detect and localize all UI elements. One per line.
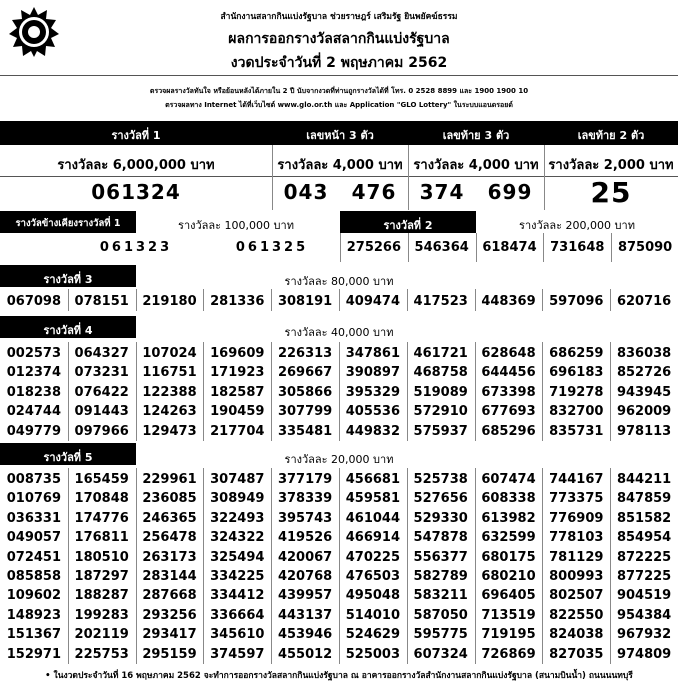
fifth-prize-number: 802507 [549,588,604,604]
fifth-prize-number: 587050 [413,607,468,623]
fifth-prize-number: 954384 [616,607,672,623]
fourth-prize-number: 468758 [413,365,468,381]
third-prize-number: 308191 [277,294,333,309]
first-prize-label: รางวัลที่ 1 [111,129,161,142]
fourth-prize-number: 107024 [142,346,197,361]
third-prize-number: 067098 [6,294,62,309]
near-first-number: 061325 [235,240,309,255]
fourth-prize-number: 628648 [481,346,536,361]
fourth-prize-number: 461721 [413,346,468,361]
third-prize-number: 417523 [413,294,468,309]
fourth-prize-number: 673398 [481,384,536,400]
second-prize-label: รางวัลที่ 2 [383,219,433,232]
fifth-prize-number: 148923 [6,607,62,623]
fifth-prize-number: 974809 [616,646,672,662]
front3-number: 476 [351,180,397,204]
fifth-prize-number: 680175 [481,549,536,565]
fifth-prize-number: 049057 [6,530,62,546]
fourth-prize-number: 169609 [210,346,265,361]
fourth-prize-number: 677693 [481,404,536,420]
back3-number: 699 [487,180,533,204]
fourth-prize-number: 073231 [74,365,129,381]
third-prize-number: 281336 [210,294,265,309]
fourth-prize-number: 129473 [142,423,197,439]
divider [272,145,273,210]
fourth-prize-number: 836038 [616,346,672,361]
fifth-prize-number: 824038 [549,627,604,643]
back2-number: 25 [590,176,632,209]
fourth-prize-number: 307799 [277,404,333,420]
fourth-prize-number: 449832 [345,423,401,439]
fifth-prize-number: 295159 [142,646,197,662]
fourth-prize-number: 696183 [549,365,604,381]
fifth-prize-number: 008735 [6,472,62,487]
fifth-prize-number: 470225 [345,549,401,565]
third-prize-number: 409474 [345,294,401,309]
divider [407,468,408,664]
fifth-prize-number: 174776 [74,510,129,526]
divider [339,468,340,664]
fifth-prize-number: 776909 [549,510,604,526]
fourth-prize-number: 978113 [616,423,672,439]
fifth-prize-number: 165459 [74,472,129,487]
back2-amount: รางวัลละ 2,000 บาท [548,158,674,173]
fifth-prize-number: 877225 [616,569,672,584]
fifth-prize-number: 713519 [481,607,536,623]
fifth-prize-number: 872225 [616,549,672,565]
fifth-prize-number: 151367 [6,627,62,643]
fifth-prize-number: 287668 [142,588,197,604]
fifth-prize-number: 827035 [549,646,604,662]
fifth-prize-number: 781129 [549,549,604,565]
divider [408,145,409,210]
fourth-prize-number: 852726 [616,365,672,381]
first-prize-amount: รางวัลละ 6,000,000 บาท [57,158,215,173]
fourth-prize-number: 076422 [74,384,129,400]
divider [475,342,476,441]
fifth-prize-number: 459581 [345,491,401,507]
top-prizes-header [0,121,678,145]
fourth-prize-number: 049779 [6,423,62,439]
fifth-prize-number: 904519 [616,588,672,604]
fourth-prize-number: 226313 [277,346,333,361]
fourth-prize-number: 962009 [616,404,672,420]
front3-label: เลขหน้า 3 ตัว [306,129,374,142]
divider [407,289,408,311]
divider [542,468,543,664]
fourth-prize-number: 390897 [345,365,401,381]
fifth-prize-number: 322493 [210,510,265,526]
fifth-prize-number: 336664 [210,607,265,623]
fifth-prize-number: 199283 [74,607,129,623]
fifth-prize-number: 443137 [277,607,333,623]
agency-name: สำนักงานสลากกินแบ่งรัฐบาล ช่วยราษฎร์ เสริมรัฐ ยินพยัคฆ์ธรรม [220,12,458,22]
fifth-prize-number: 293417 [142,627,197,643]
divider [611,233,612,262]
fourth-prize-number: 305866 [277,384,333,400]
fifth-prize-number: 170848 [74,491,129,507]
divider [136,468,137,664]
back3-label: เลขท้าย 3 ตัว [442,129,510,142]
fifth-prize-number: 419526 [277,530,333,546]
divider [271,289,272,311]
divider [542,342,543,441]
near-first-label: รางวัลข้างเคียงรางวัลที่ 1 [15,218,121,229]
fourth-prize-number: 719278 [549,384,604,400]
fifth-prize-number: 072451 [6,549,62,565]
divider [542,289,543,311]
fifth-prize-number: 010769 [6,491,62,507]
fifth-prize-number: 187297 [74,569,129,584]
fourth-prize-number: 519089 [413,384,468,400]
divider [339,289,340,311]
fourth-prize-number: 572910 [413,404,468,420]
fifth-prize-number: 152971 [6,646,62,662]
fifth-prize-number: 188287 [74,588,129,604]
fifth-prize-number: 466914 [345,530,401,546]
check-results-note: ตรวจผลรางวัลทันใจ หรือย้อนหลังได้ภายใน 2 ปี นับจากงวดที่ท่านถูกรางวัลได้ที่ โทร. 0 2528 8899 และ 1900 1900 10 [149,87,529,95]
fifth-prize-number: 547878 [413,530,468,546]
fifth-prize-number: 455012 [277,646,333,662]
fourth-prize-amount: รางวัลละ 40,000 บาท [284,326,394,339]
fourth-prize-number: 002573 [6,346,62,361]
fifth-prize-number: 495048 [345,588,401,604]
fifth-prize-number: 608338 [481,491,536,507]
fifth-prize-number: 582789 [413,569,468,584]
third-prize-number: 620716 [616,294,672,309]
fifth-prize-number: 246365 [142,510,197,526]
third-prize-number: 448369 [481,294,536,309]
fifth-prize-number: 345610 [210,627,265,643]
divider [203,468,204,664]
divider [408,233,409,262]
fifth-prize-number: 395743 [277,510,333,526]
header-divider [0,75,678,76]
fifth-prize-number: 256478 [142,530,197,546]
fifth-prize-number: 453946 [277,627,333,643]
fourth-prize-number: 644456 [481,365,536,381]
fourth-prize-number: 405536 [345,404,401,420]
divider [610,468,611,664]
second-prize-amount: รางวัลละ 200,000 บาท [519,219,635,232]
fifth-prize-number: 236085 [142,491,197,507]
divider [203,289,204,311]
fourth-prize-number: 171923 [210,365,265,381]
back3-number: 374 [419,180,465,204]
fifth-prize-number: 607324 [413,646,468,662]
fifth-prize-number: 556377 [413,549,468,565]
third-prize-number: 597096 [549,294,604,309]
divider [475,468,476,664]
divider [610,289,611,311]
fourth-prize-number: 686259 [549,346,604,361]
divider [544,145,545,210]
second-prize-number: 731648 [550,240,605,255]
second-prize-number: 618474 [482,240,537,255]
divider [68,342,69,441]
fourth-prize-number: 097966 [74,423,129,439]
fourth-prize-number: 182587 [210,384,265,400]
fifth-prize-number: 525003 [345,646,401,662]
fifth-prize-number: 524629 [345,627,401,643]
fifth-prize-number: 595775 [413,627,468,643]
fifth-prize-number: 529330 [413,510,468,526]
fifth-prize-number: 374597 [210,646,265,662]
fourth-prize-number: 217704 [210,423,265,439]
fifth-prize-number: 822550 [549,607,604,623]
second-prize-number: 546364 [414,240,469,255]
divider [543,233,544,262]
third-prize-label: รางวัลที่ 3 [43,273,93,286]
first-prize-number: 061324 [91,180,181,204]
fifth-prize-number: 229961 [142,472,197,487]
fourth-prize-number: 012374 [6,365,62,381]
fifth-prize-number: 176811 [74,530,129,546]
fifth-prize-number: 527656 [413,491,468,507]
fifth-prize-number: 778103 [549,530,604,546]
fifth-prize-number: 476503 [345,569,401,584]
fourth-prize-number: 269667 [277,365,333,381]
fourth-prize-number: 018238 [6,384,62,400]
fifth-prize-number: 325494 [210,549,265,565]
fourth-prize-number: 832700 [549,404,604,420]
fifth-prize-number: 967932 [616,627,672,643]
draw-date: งวดประจำวันที่ 2 พฤษภาคม 2562 [230,55,448,71]
fifth-prize-number: 854954 [616,530,672,546]
fifth-prize-number: 719195 [481,627,536,643]
fifth-prize-number: 514010 [345,607,401,623]
divider [136,342,137,441]
back3-amount: รางวัลละ 4,000 บาท [413,158,539,173]
fourth-prize-number: 335481 [277,423,333,439]
fifth-prize-number: 847859 [616,491,672,507]
third-prize-number: 219180 [142,294,197,309]
next-draw-note: • ในงวดประจำวันที่ 16 พฤษภาคม 2562 จะทำการออกรางวัลสลากกินแบ่งรัฐบาล ณ อาคารออกรางวัลสำนักงานสลากกินแบ่งรัฐบาล (สนามบินน้ำ) ถนนนนทบุรี [45,671,633,681]
fifth-prize-number: 307487 [210,472,265,487]
second-prize-number: 275266 [346,240,402,255]
divider [136,289,137,311]
fifth-prize-number: 773375 [549,491,604,507]
fifth-prize-number: 461044 [345,510,401,526]
fifth-prize-number: 180510 [74,549,129,565]
near-first-header [0,211,136,233]
fifth-prize-number: 726869 [481,646,536,662]
fifth-prize-label: รางวัลที่ 5 [43,451,93,464]
fourth-prize-number: 943945 [616,384,672,400]
divider [271,468,272,664]
fourth-prize-number: 190459 [210,404,265,420]
fifth-prize-number: 607474 [481,472,536,487]
fourth-prize-number: 091443 [74,404,129,420]
fifth-prize-number: 324322 [210,530,265,546]
fifth-prize-number: 308949 [210,491,265,507]
fifth-prize-number: 377179 [277,472,333,487]
fifth-prize-number: 283144 [142,569,197,584]
fourth-prize-number: 064327 [74,346,129,361]
fifth-prize-number: 439957 [277,588,333,604]
fifth-prize-number: 744167 [549,472,604,487]
fifth-prize-number: 334412 [210,588,265,604]
second-prize-number: 875090 [617,240,673,255]
fifth-prize-number: 525738 [413,472,468,487]
divider [339,342,340,441]
near-first-number: 061323 [99,240,173,255]
fifth-prize-number: 263173 [142,549,197,565]
fifth-prize-number: 420067 [277,549,333,565]
internet-note: ตรวจผลทาง Internet ได้ที่เว็บไซต์ www.glo.or.th และ Application "GLO Lottery" ในระบบแอนดรอยด์ [165,101,513,109]
fifth-prize-number: 456681 [345,472,401,487]
divider [271,342,272,441]
third-prize-number: 078151 [74,294,129,309]
fifth-prize-number: 583211 [413,588,468,604]
fifth-prize-amount: รางวัลละ 20,000 บาท [284,453,394,466]
divider [475,289,476,311]
second-prize-header [340,211,476,233]
fifth-prize-number: 800993 [549,569,604,584]
front3-number: 043 [283,180,329,204]
fifth-prize-number: 225753 [74,646,129,662]
third-prize-amount: รางวัลละ 80,000 บาท [284,275,394,288]
fifth-prize-number: 632599 [481,530,536,546]
divider [203,342,204,441]
fourth-prize-number: 347861 [345,346,401,361]
fifth-prize-number: 844211 [616,472,672,487]
fourth-prize-number: 685296 [481,423,536,439]
fourth-prize-number: 835731 [549,423,604,439]
fifth-prize-number: 680210 [481,569,536,584]
fifth-prize-number: 378339 [277,491,333,507]
page-title: ผลการออกรางวัลสลากกินแบ่งรัฐบาล [228,31,450,47]
divider [407,342,408,441]
fifth-prize-number: 293256 [142,607,197,623]
fifth-prize-number: 334225 [210,569,265,584]
fourth-prize-number: 116751 [142,365,197,381]
fourth-prize-label: รางวัลที่ 4 [43,324,93,337]
fourth-prize-number: 124263 [142,404,197,420]
fifth-prize-number: 109602 [6,588,62,604]
fifth-prize-number: 085858 [6,569,62,584]
divider [476,233,477,262]
near-first-amount: รางวัลละ 100,000 บาท [178,219,294,232]
fourth-prize-number: 122388 [142,384,197,400]
fifth-prize-number: 613982 [481,510,536,526]
fifth-prize-number: 036331 [6,510,62,526]
divider [68,289,69,311]
back2-label: เลขท้าย 2 ตัว [577,129,645,142]
divider [610,342,611,441]
fourth-prize-number: 395329 [345,384,401,400]
fifth-prize-number: 851582 [616,510,672,526]
front3-amount: รางวัลละ 4,000 บาท [277,158,403,173]
fifth-prize-number: 202119 [74,627,129,643]
fourth-prize-number: 024744 [6,404,62,420]
divider [68,468,69,664]
fourth-prize-number: 575937 [413,423,468,439]
fifth-prize-number: 420768 [277,569,333,584]
fifth-prize-number: 696405 [481,588,536,604]
